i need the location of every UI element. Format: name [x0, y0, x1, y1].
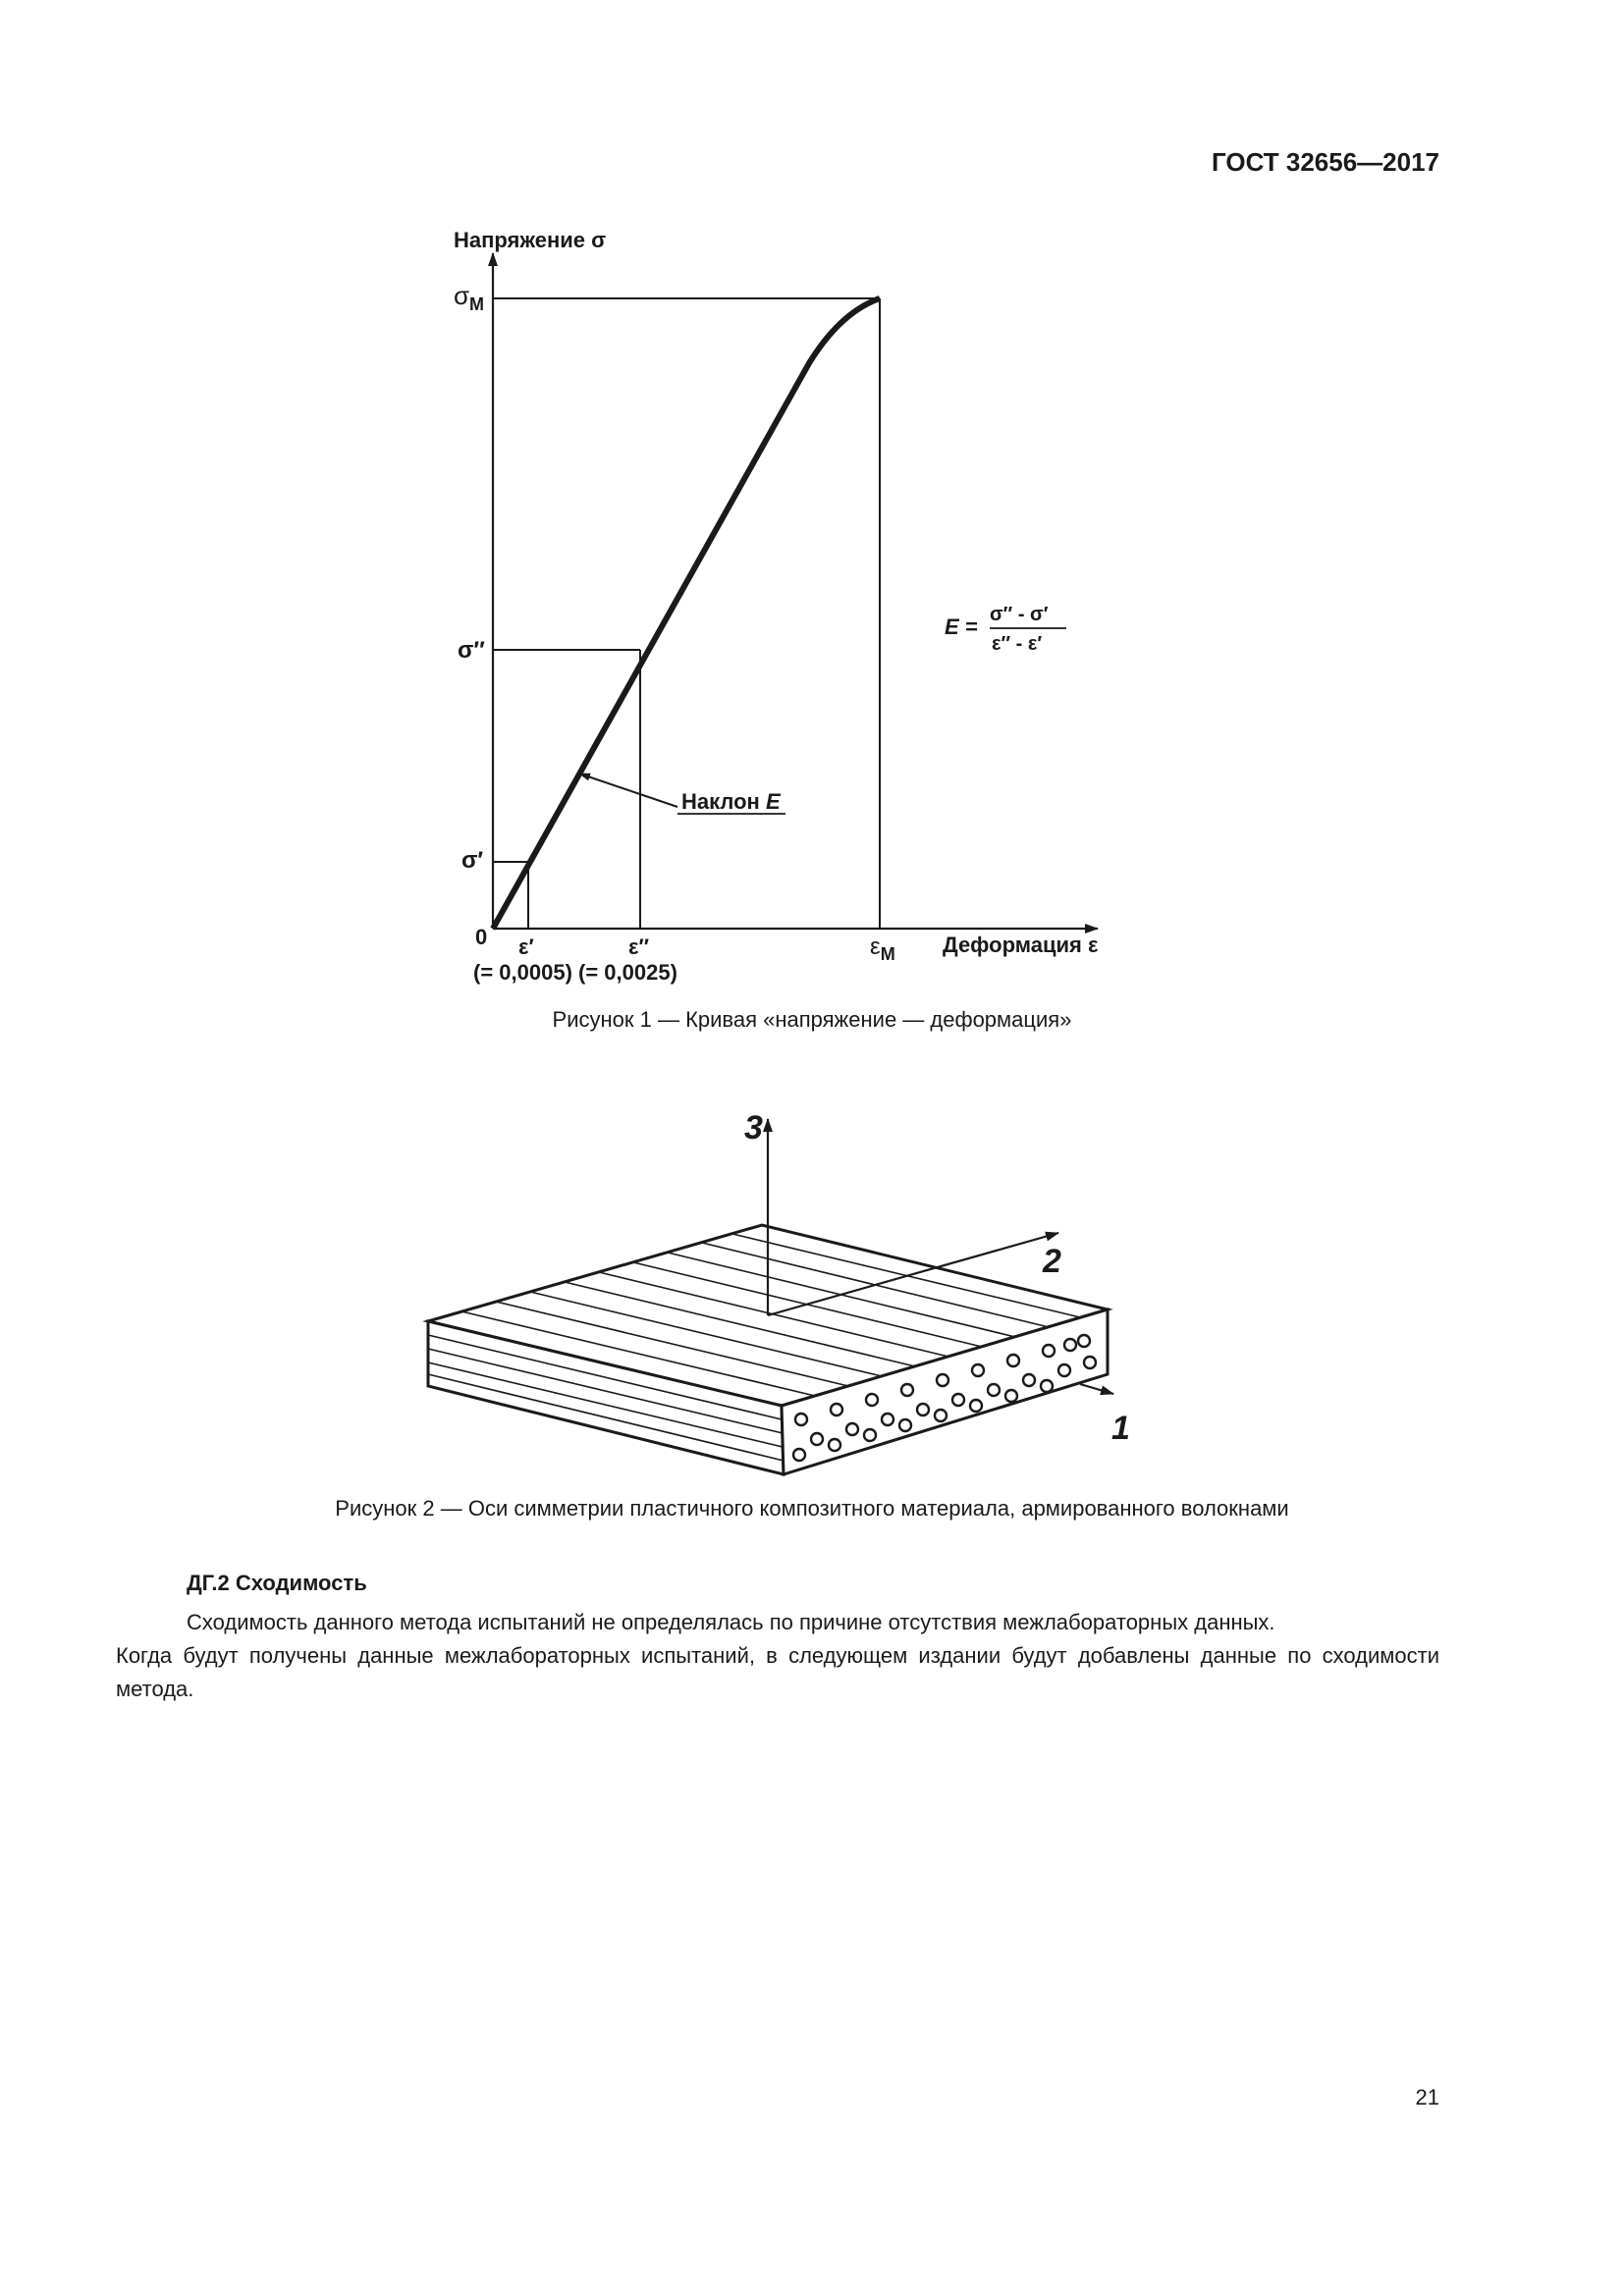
page-number: 21: [1415, 2085, 1439, 2109]
sigma-dprime-label: σ″: [458, 637, 485, 664]
formula-lhs: E =: [945, 614, 978, 639]
slope-leader-line: [579, 774, 677, 807]
axis-1-line: [1080, 1384, 1113, 1394]
stress-strain-curve: [493, 298, 880, 929]
axis-2-label: 2: [1043, 1243, 1061, 1280]
sigma-m-label: $\sigma_М$: [454, 281, 485, 314]
slope-label: Наклон E: [681, 789, 781, 814]
origin-label: 0: [475, 925, 488, 949]
paragraph-first-line: Сходимость данного метода испытаний не определялась по причине отсутствия межлабораторных данных.: [187, 1610, 1275, 1634]
sigma-prime-label: σ′: [461, 847, 484, 874]
section-paragraph: [116, 1606, 1439, 1706]
section-heading: ДГ.2 Сходимость: [187, 1571, 367, 1595]
stress-strain-figure: [0, 0, 1624, 1041]
figure1-caption: Рисунок 1 — Кривая «напряжение — деформация»: [552, 1007, 1072, 1032]
figure2-caption: Рисунок 2 — Оси симметрии пластичного композитного материала, армированного волокнами: [335, 1496, 1289, 1521]
axis-1-label: 1: [1111, 1410, 1130, 1447]
formula-denominator: ε″ - ε′: [992, 633, 1043, 655]
eps-values-label: (= 0,0005) (= 0,0025): [473, 960, 677, 985]
axis-3-label: 3: [744, 1109, 763, 1147]
paragraph-rest: Когда будут получены данные межлабораторных испытаний, в следующем издании будут добавлены данные по сходимости метода.: [116, 1643, 1439, 1701]
y-axis-label: Напряжение σ: [454, 228, 607, 252]
formula-numerator: σ″ - σ′: [990, 604, 1049, 625]
eps-dprime-label: ε″: [628, 934, 649, 959]
eps-m-label: $\varepsilon_М$: [870, 934, 895, 964]
composite-axes-figure: [0, 1080, 1624, 1492]
x-axis-label: Деформация ε: [943, 933, 1099, 957]
document-id: ГОСТ 32656—2017: [1212, 147, 1439, 177]
eps-prime-label: ε′: [518, 934, 534, 959]
